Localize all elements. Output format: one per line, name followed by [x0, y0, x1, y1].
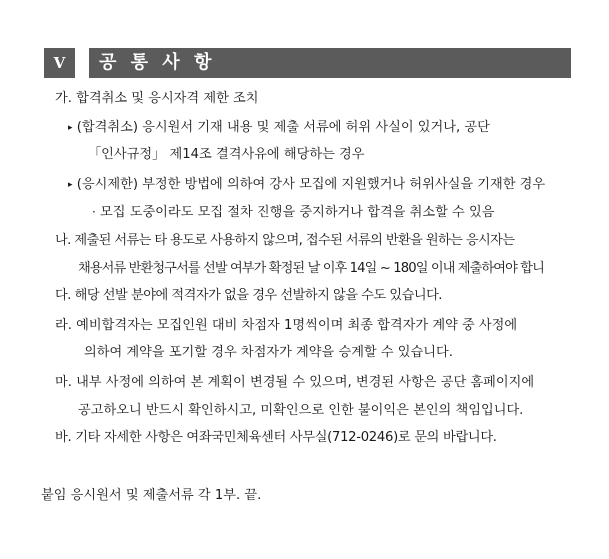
item-na-line-2: 채용서류 반환청구서를 선발 여부가 확정된 날 이후 14일 ~ 180일 이내 제출하여야 합니	[78, 261, 544, 276]
item-ba-line-1: 바. 기타 자세한 사항은 여좌국민체육센터 사무실(712-0246)로 문의 바랍니다.	[55, 430, 497, 445]
sub-bullet-text: 모집 도중이라도 모집 절차 진행을 중지하거나 합격을 취소할 수 있음	[100, 205, 495, 220]
triangle-bullet-icon: ▸	[68, 180, 73, 190]
section-number: V	[44, 48, 75, 78]
item-ga-bullet-2	[68, 175, 545, 196]
item-ra-line-1: 라. 예비합격자는 모집인원 대비 차점자 1명씩이며 최종 합격자가 계약 중 사정에	[55, 318, 518, 333]
item-na-line-1: 나. 제출된 서류는 타 용도로 사용하지 않으며, 접수된 서류의 반환을 원하는 응시자는	[55, 233, 515, 248]
item-ga-bullet-1	[68, 118, 490, 139]
item-ra-line-2: 의하여 계약을 포기할 경우 차점자가 계약을 승계할 수 있습니다.	[84, 345, 453, 360]
triangle-bullet-icon: ▸	[68, 123, 73, 133]
item-ma-line-1: 마. 내부 사정에 의하여 본 계획이 변경될 수 있으며, 변경된 사항은 공단 홈페이지에	[55, 375, 535, 390]
item-ga-bullet-1-cont: 「인사규정」 제14조 결격사유에 해당하는 경우	[88, 147, 365, 162]
section-header	[44, 48, 571, 78]
item-da-line-1: 다. 해당 선발 분야에 적격자가 없을 경우 선발하지 않을 수도 있습니다.	[55, 288, 442, 303]
item-ga-title: 가. 합격취소 및 응시자격 제한 조치	[55, 91, 259, 106]
attachment-note: 붙임 응시원서 및 제출서류 각 1부. 끝.	[41, 488, 262, 503]
bullet-text: (합격취소) 응시원서 기재 내용 및 제출 서류에 허위 사실이 있거나, 공단	[76, 120, 490, 135]
item-ga-sub-bullet	[92, 202, 494, 223]
bullet-text: (응시제한) 부정한 방법에 의하여 강사 모집에 지원했거나 허위사실을 기재한 경우	[76, 177, 546, 192]
dot-bullet-icon: ·	[92, 205, 96, 219]
item-ma-line-2: 공고하오니 반드시 확인하시고, 미확인으로 인한 불이익은 본인의 책임입니다.	[78, 403, 524, 418]
section-title: 공 통 사 항	[89, 48, 571, 78]
